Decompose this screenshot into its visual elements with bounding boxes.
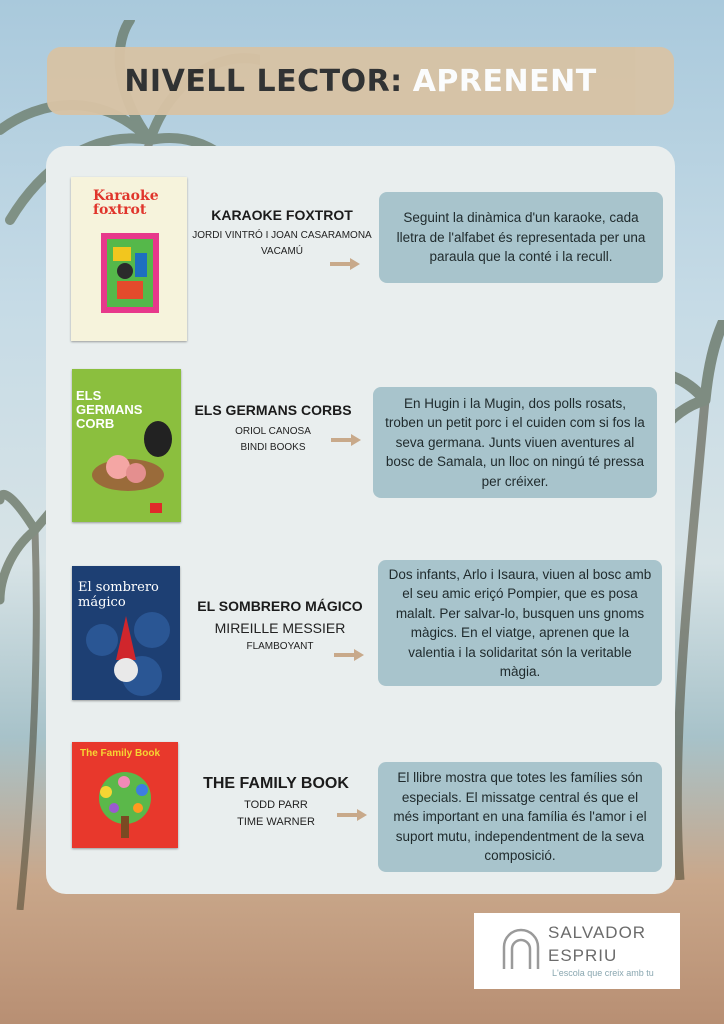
book-description: El llibre mostra que totes les famílies són especials. El missatge central és que el més important en una família és l'amor i el suport mutu, independentment de la seva composició. bbox=[378, 762, 662, 872]
logo-tagline: L'escola que creix amb tu bbox=[552, 968, 654, 978]
cover-title: The Family Book bbox=[80, 748, 161, 759]
book-author: ORIOL CANOSA bbox=[235, 426, 311, 437]
title-level-label: NIVELL LECTOR: bbox=[124, 63, 403, 99]
logo-line-2: ESPRIU bbox=[548, 946, 618, 965]
book-author: MIREILLE MESSIER bbox=[214, 620, 346, 636]
book-title: ELS GERMANS CORBS bbox=[194, 402, 352, 418]
cover-illustration bbox=[101, 233, 159, 313]
cover-title: Karaoke foxtrot bbox=[93, 188, 159, 218]
book-author: TODD PARR bbox=[244, 799, 308, 811]
book-publisher: TIME WARNER bbox=[237, 816, 315, 828]
book-publisher: BINDI BOOKS bbox=[240, 442, 306, 453]
cover-illustration bbox=[80, 417, 176, 517]
book-description: En Hugin i la Mugin, dos polls rosats, troben un petit porc i el cuiden com si fos la seva germana. Junts viuen aventures al bosc de Samala, un lloc on ningú té pressa per créixer. bbox=[373, 387, 657, 498]
book-title: KARAOKE FOXTROT bbox=[211, 207, 353, 223]
title-level-value: APRENENT bbox=[412, 63, 597, 99]
cover-title: ELS GERMANS CORB bbox=[76, 388, 143, 431]
arch-icon bbox=[500, 925, 542, 969]
book-cover-el-sombrero-magico[interactable] bbox=[72, 566, 180, 700]
page-title bbox=[47, 47, 674, 115]
arrow-right-icon bbox=[330, 258, 360, 270]
book-title: EL SOMBRERO MÁGICO bbox=[197, 598, 363, 614]
book-cover-the-family-book[interactable] bbox=[72, 742, 178, 848]
book-title: THE FAMILY BOOK bbox=[203, 775, 349, 792]
book-description: Dos infants, Arlo i Isaura, viuen al bosc amb el seu amic eriçó Pompier, que es posa malalt. Per salvar-lo, busquen uns gnoms màgics. En el viatge, aprenen que la valentia i la solidaritat són la veritable màgia. bbox=[378, 560, 662, 686]
book-description: Seguint la dinàmica d'un karaoke, cada lletra de l'alfabet és representada per una paraula que la conté i la recull. bbox=[379, 192, 663, 283]
arrow-right-icon bbox=[331, 434, 361, 446]
book-publisher: VACAMÚ bbox=[260, 246, 304, 257]
book-cover-els-germans-corb[interactable] bbox=[72, 369, 181, 522]
cover-illustration bbox=[84, 764, 166, 844]
cover-illustration bbox=[82, 610, 172, 696]
logo-line-1: SALVADOR bbox=[548, 923, 647, 942]
cover-title: El sombrero mágico bbox=[78, 580, 159, 610]
arrow-right-icon bbox=[334, 649, 364, 661]
book-publisher: FLAMBOYANT bbox=[246, 641, 314, 652]
book-author: JORDI VINTRÓ I JOAN CASARAMONA bbox=[192, 230, 372, 241]
book-cover-karaoke-foxtrot[interactable] bbox=[71, 177, 187, 341]
arrow-right-icon bbox=[337, 809, 367, 821]
